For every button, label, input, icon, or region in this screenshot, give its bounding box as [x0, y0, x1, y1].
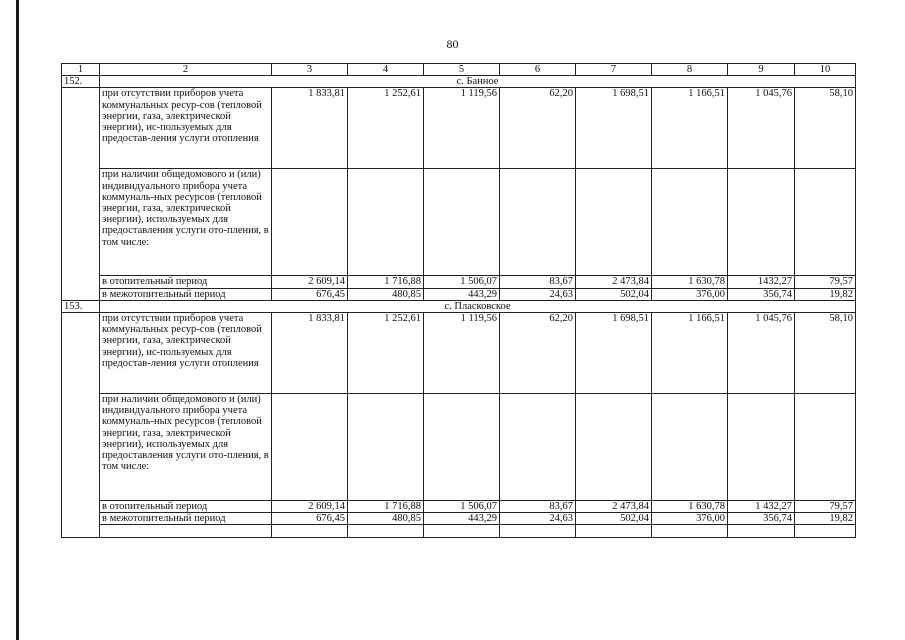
- table-row: [62, 88, 856, 169]
- table-row: [62, 169, 856, 276]
- value-cell: 19,82: [795, 288, 856, 300]
- value-cell: 1 119,56: [424, 88, 500, 169]
- value-cell: [348, 169, 424, 276]
- column-header: 7: [576, 64, 652, 76]
- binding-edge-line: [16, 0, 19, 640]
- value-cell: 79,57: [795, 276, 856, 288]
- value-cell: 676,45: [272, 288, 348, 300]
- value-cell: 83,67: [500, 276, 576, 288]
- value-cell: 1 166,51: [652, 88, 728, 169]
- value-cell: [500, 394, 576, 501]
- table-row: [62, 276, 856, 288]
- value-cell: 480,85: [348, 513, 424, 525]
- tariff-table: [61, 63, 856, 538]
- value-cell: 1 252,61: [348, 88, 424, 169]
- section-place-title: с. Пласковское: [100, 300, 856, 312]
- row-label: при наличии общедомового и (или) индивидуального прибора учета коммуналь-ных ресурсов (тепловой энергии, газа, электрической энергии), используемых для предоставления услуги ото-пления, в том числе:: [100, 394, 272, 501]
- value-cell: 443,29: [424, 513, 500, 525]
- value-cell: 443,29: [424, 288, 500, 300]
- table-row: [62, 288, 856, 300]
- value-cell: 1 698,51: [576, 313, 652, 394]
- blank-cell: [424, 525, 500, 538]
- blank-cell: [500, 525, 576, 538]
- table-row: [62, 394, 856, 501]
- value-cell: 58,10: [795, 313, 856, 394]
- value-cell: [728, 394, 795, 501]
- value-cell: 376,00: [652, 513, 728, 525]
- value-cell: 2 609,14: [272, 501, 348, 513]
- blank-cell: [348, 525, 424, 538]
- value-cell: 356,74: [728, 513, 795, 525]
- section-header-row: [62, 300, 856, 312]
- column-number-row: [62, 64, 856, 76]
- table-row-blank: [62, 525, 856, 538]
- value-cell: [500, 169, 576, 276]
- row-label: в межотопительный период: [100, 288, 272, 300]
- table-row: [62, 501, 856, 513]
- value-cell: 79,57: [795, 501, 856, 513]
- value-cell: 676,45: [272, 513, 348, 525]
- table-row: [62, 513, 856, 525]
- value-cell: [348, 394, 424, 501]
- column-header: 10: [795, 64, 856, 76]
- value-cell: 1 045,76: [728, 313, 795, 394]
- value-cell: 502,04: [576, 288, 652, 300]
- value-cell: 1 045,76: [728, 88, 795, 169]
- column-header: 5: [424, 64, 500, 76]
- value-cell: [652, 169, 728, 276]
- value-cell: [576, 169, 652, 276]
- column-header: 2: [100, 64, 272, 76]
- value-cell: 1 716,88: [348, 276, 424, 288]
- value-cell: 1 630,78: [652, 501, 728, 513]
- value-cell: 1 630,78: [652, 276, 728, 288]
- value-cell: [424, 169, 500, 276]
- value-cell: 480,85: [348, 288, 424, 300]
- value-cell: 376,00: [652, 288, 728, 300]
- column-header: 3: [272, 64, 348, 76]
- value-cell: [795, 169, 856, 276]
- blank-cell: [795, 525, 856, 538]
- column-header: 4: [348, 64, 424, 76]
- value-cell: 1 506,07: [424, 501, 500, 513]
- blank-cell: [576, 525, 652, 538]
- blank-cell: [272, 525, 348, 538]
- section-number: 153.: [62, 300, 100, 312]
- value-cell: [576, 394, 652, 501]
- row-label: при наличии общедомового и (или) индивидуального прибора учета коммуналь-ных ресурсов (тепловой энергии, газа, электрической энергии), используемых для предоставления услуги ото-пления, в том числе:: [100, 169, 272, 276]
- value-cell: 1 119,56: [424, 313, 500, 394]
- blank-cell: [728, 525, 795, 538]
- value-cell: [272, 169, 348, 276]
- value-cell: [652, 394, 728, 501]
- value-cell: 83,67: [500, 501, 576, 513]
- column-header: 8: [652, 64, 728, 76]
- value-cell: 24,63: [500, 288, 576, 300]
- value-cell: 24,63: [500, 513, 576, 525]
- page-number: 80: [446, 37, 459, 51]
- value-cell: 1 432,27: [728, 501, 795, 513]
- section-header-row: [62, 76, 856, 88]
- value-cell: 2 473,84: [576, 276, 652, 288]
- section-number: 152.: [62, 76, 100, 88]
- section-number-spacer: [62, 88, 100, 300]
- row-label: при отсутствии приборов учета коммунальных ресур-сов (тепловой энергии, газа, электрической энергии), ис-пользуемых для предостав-ления услуги отопления: [100, 313, 272, 394]
- value-cell: 62,20: [500, 313, 576, 394]
- value-cell: 1 698,51: [576, 88, 652, 169]
- value-cell: 2 609,14: [272, 276, 348, 288]
- column-header: 1: [62, 64, 100, 76]
- value-cell: 19,82: [795, 513, 856, 525]
- value-cell: 356,74: [728, 288, 795, 300]
- value-cell: 1 833,81: [272, 313, 348, 394]
- value-cell: 58,10: [795, 88, 856, 169]
- value-cell: [728, 169, 795, 276]
- row-label: в отопительный период: [100, 501, 272, 513]
- row-label: в отопительный период: [100, 276, 272, 288]
- blank-cell: [652, 525, 728, 538]
- value-cell: [795, 394, 856, 501]
- section-place-title: с. Банное: [100, 76, 856, 88]
- column-header: 9: [728, 64, 795, 76]
- value-cell: 1432,27: [728, 276, 795, 288]
- value-cell: 1 833,81: [272, 88, 348, 169]
- blank-cell: [100, 525, 272, 538]
- row-label: при отсутствии приборов учета коммунальных ресур-сов (тепловой энергии, газа, электрической энергии), ис-пользуемых для предостав-ления услуги отопления: [100, 88, 272, 169]
- row-label: в межотопительный период: [100, 513, 272, 525]
- value-cell: 2 473,84: [576, 501, 652, 513]
- column-header: 6: [500, 64, 576, 76]
- value-cell: [272, 394, 348, 501]
- section-number-spacer: [62, 313, 100, 538]
- value-cell: 502,04: [576, 513, 652, 525]
- value-cell: 62,20: [500, 88, 576, 169]
- value-cell: 1 716,88: [348, 501, 424, 513]
- value-cell: 1 506,07: [424, 276, 500, 288]
- value-cell: 1 252,61: [348, 313, 424, 394]
- value-cell: 1 166,51: [652, 313, 728, 394]
- value-cell: [424, 394, 500, 501]
- table-row: [62, 313, 856, 394]
